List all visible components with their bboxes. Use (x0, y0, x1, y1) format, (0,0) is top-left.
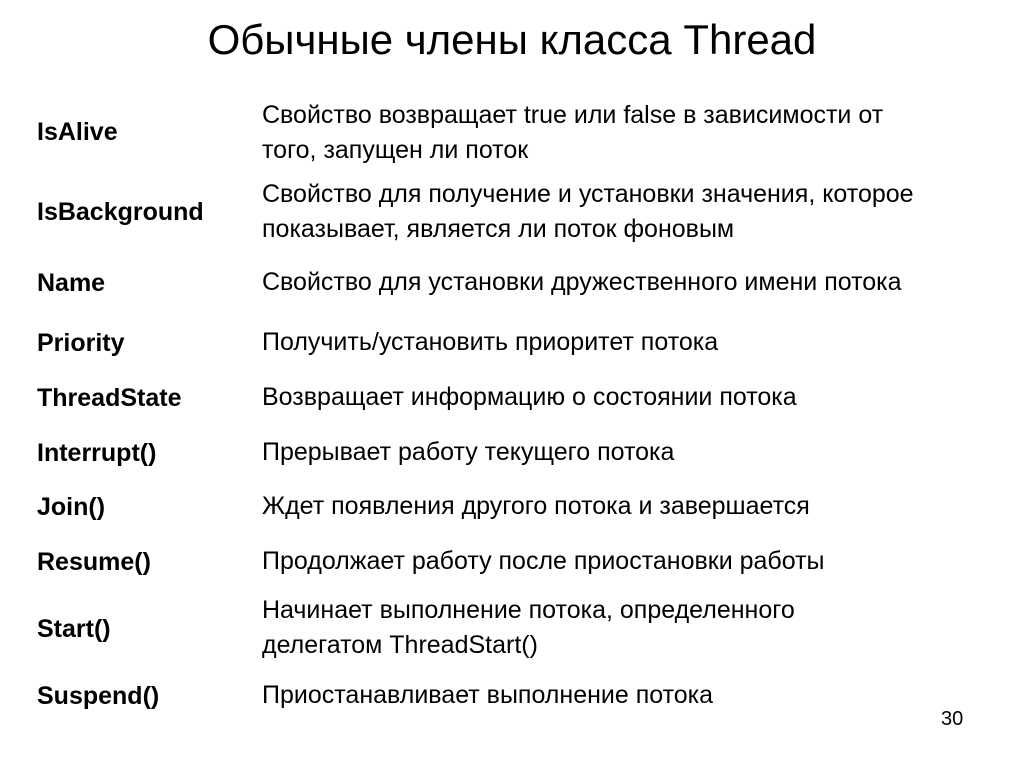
member-description (262, 489, 1012, 524)
description-line: того, запущен ли поток (262, 136, 529, 164)
member-name: Join() (37, 493, 106, 521)
description-line: Ждет появления другого потока и завершается (262, 492, 810, 520)
member-description (262, 325, 1012, 360)
member-name: Interrupt() (37, 439, 157, 467)
description-line: показывает, является ли поток фоновым (262, 215, 735, 243)
member-description (262, 177, 1012, 247)
description-line: делегатом ThreadStart() (262, 631, 538, 659)
member-description (262, 380, 1012, 415)
page-number: 30 (941, 708, 964, 730)
description-line: Начинает выполнение потока, определенного (262, 596, 795, 624)
description-line: Продолжает работу после приостановки работы (262, 547, 825, 575)
description-line: Прерывает работу текущего потока (262, 438, 675, 466)
member-name: IsBackground (37, 198, 204, 226)
member-name: Priority (37, 329, 125, 357)
member-name: Suspend() (37, 682, 160, 710)
slide-title: Обычные члены класса Thread (207, 16, 817, 63)
member-name: Name (37, 269, 106, 297)
member-description (262, 435, 1012, 470)
member-description (262, 544, 1012, 579)
description-line: Возвращает информацию о состоянии потока (262, 383, 797, 411)
member-name: Start() (37, 615, 111, 643)
member-name: Resume() (37, 548, 151, 576)
member-name: IsAlive (37, 118, 118, 146)
member-description (262, 678, 1012, 713)
description-line: Получить/установить приоритет потока (262, 328, 719, 356)
description-line: Приостанавливает выполнение потока (262, 681, 714, 709)
member-description (262, 265, 1012, 300)
member-description (262, 98, 1012, 168)
description-line: Свойство возвращает true или false в зависимости от (262, 101, 884, 129)
member-description (262, 593, 1012, 663)
description-line: Свойство для установки дружественного имени потока (262, 268, 902, 296)
member-name: ThreadState (37, 384, 182, 412)
description-line: Свойство для получение и установки значения, которое (262, 180, 914, 208)
